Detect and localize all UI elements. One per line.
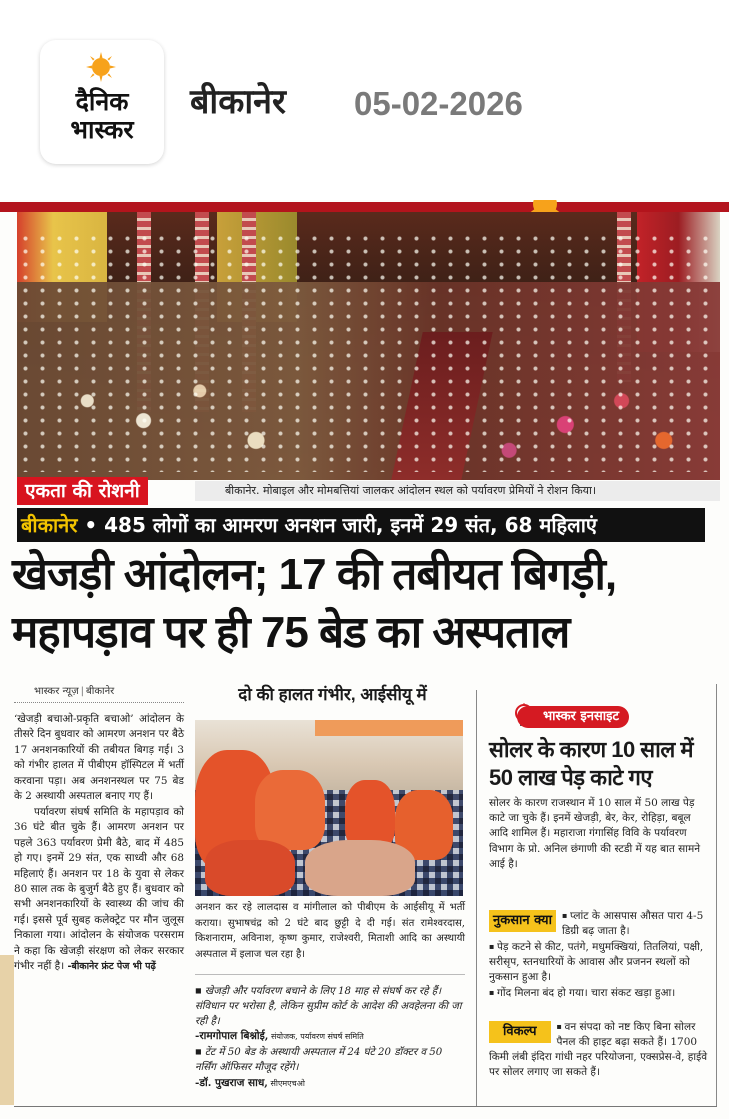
loss-point-text: प्लांट के आसपास औसत पारा 4-5 डिग्री बढ़ जाता है। [561, 910, 704, 937]
right-article-body: सोलर के कारण राजस्थान में 10 साल में 50 लाख पेड़ काटे जा चुके हैं। इनमें खेजड़ी, बेर, केर, रोहिड़ा, बबूल आदि शामिल हैं। महाराजा गंगासिंह विवि के पर्यावरण विभाग के प्रो. अनिल छंगाणी की स्टडी में यह बात सामने आई है। [489, 797, 701, 870]
byline-source: भास्कर न्यूज़ [34, 686, 79, 697]
masthead-rule [0, 202, 729, 212]
column-divider [476, 690, 477, 1106]
app-header [0, 0, 729, 200]
insight-badge: भास्कर इनसाइट [517, 706, 629, 728]
article-paragraph [14, 805, 184, 975]
article-paragraph: ‘खेजड़ी बचाओ-प्रकृति बचाओ’ आंदोलन के तीसरे दिन बुधवार को आमरण अनशन पर बैठे 17 अनशनकारियों की तबीयत बिगड़ गई। 3 को गंभीर हालत में पीबीएम हॉस्पिटल में भर्ती करवाना पड़ा। अब अनशनस्थल पर 75 बेड के 2 अस्थायी अस्पताल बनाए गए हैं। [14, 713, 184, 803]
right-frame-border [716, 684, 717, 1106]
page-edge-strip [0, 955, 14, 1105]
middle-divider [195, 974, 465, 975]
bullet-icon: ◼ [195, 1047, 202, 1057]
loss-point-text: गोंद मिलना बंद हो गया। चारा संकट खड़ा हुआ। [496, 987, 676, 999]
bullet-icon: ▪ [556, 1022, 565, 1031]
quote-text: टेंट में 50 बेड के अस्थायी अस्पताल में 24 घंटे 20 डॉक्टर व 50 नर्सिंग ऑफिसर मौजूद रहेंगे। [195, 1047, 443, 1073]
article-paragraph-text: पर्यावरण संघर्ष समिति के महापड़ाव को 36 घंटे बीत चुके हैं। आमरण अनशन पर पहले 363 पर्यावरण प्रेमी बैठे, बाद में 485 हो गए। इनमें 29 संत, एक साध्वी और 68 महिलाएं हैं। अनशन पर 18 के युवा से लेकर 80 साल तक के बुजुर्ग बैठे हुए हैं। बुधवार को सभी अनशनकारियों के स्वास्थ्य की जांच की गई। इससे पूर्व सुबह कलेक्ट्रेट पर मौन जुलूस निकाला गया। आंदोलन के संयोजक परसराम ने कहा कि खेजड़ी संरक्षण को लेकर सरकार गंभीर नहीं है। [14, 805, 184, 973]
logo-text-line1: दैनिक [75, 87, 129, 116]
edition-date: 05-02-2026 [354, 85, 523, 122]
loss-section [489, 908, 711, 1001]
bullet-icon: ◼ [195, 986, 202, 995]
news-strap [17, 508, 705, 542]
left-column [14, 684, 184, 1106]
byline-divider [14, 702, 184, 703]
photo-figure [305, 840, 415, 896]
icu-photo-caption: अनशन कर रहे लालदास व मांगीलाल को पीबीएम के आईसीयू में भर्ती कराया। सुभाषचंद्र को 2 घंटे बाद छुट्टी दे दी गई। संत रामेश्वरदास, किशनाराम, अविनाश, कृष्ण कुमार, राजेश्वरी, मिताशी आदि का अस्थायी अस्पताल में इलाज चल रहा है। [195, 902, 465, 960]
photo-caption: बीकानेर. मोबाइल और मोमबत्तियां जालकर आंदोलन स्थल को पर्यावरण प्रेमियों ने रोशन किया। [195, 481, 720, 501]
bullet-icon: ▪ [489, 988, 497, 997]
quote-role: संयोजक, पर्यावरण संघर्ष समिति [268, 1032, 364, 1042]
byline-city: बीकानेर [86, 686, 115, 697]
main-headline[interactable] [12, 546, 717, 662]
alternative-text: वन संपदा को नष्ट किए बिना सोलर पैनल की हाइट बढ़ा सकते हैं। 1700 किमी लंबी इंदिरा गांधी नहर परियोजना, एक्सप्रेस-वे, हाईवे पर सोलर लगाए जा सकते हैं। [489, 1021, 708, 1078]
right-headline[interactable]: सोलर के कारण 10 साल में 50 लाख पेड़ काटे गए [489, 737, 694, 790]
sun-icon [86, 52, 116, 82]
continued-reference: -बीकानेर फ्रंट पेज भी पढ़ें [64, 961, 156, 973]
quote-author: -डॉ. पुखराज साध, [195, 1076, 268, 1089]
quote-text: खेजड़ी और पर्यावरण बचाने के लिए 18 माह से संघर्ष कर रहे हैं। संविधान पर भरोसा है, लेकिन सुप्रीम कोर्ट के आदेश की अवहेलना की जा रही है। [195, 986, 462, 1027]
alternative-label: विकल्प [489, 1021, 551, 1043]
epaper-page[interactable] [0, 200, 729, 1119]
middle-column [195, 684, 470, 1106]
logo-text-line2: भास्कर [70, 115, 134, 144]
strap-location: बीकानेर [21, 513, 78, 537]
quote-author: -रामगोपाल बिश्नोई, [195, 1030, 269, 1043]
bottom-rule [14, 1106, 717, 1107]
bullet-icon: ▪ [489, 942, 497, 951]
right-column [487, 684, 712, 1106]
quotes-box [195, 984, 465, 1092]
quote-role: सीएमएचओ [267, 1078, 305, 1088]
left-article-body [14, 712, 184, 975]
icu-photo[interactable] [195, 720, 463, 896]
dainik-bhaskar-logo[interactable] [40, 40, 164, 164]
photo-figure [255, 770, 325, 850]
loss-point [489, 985, 711, 1001]
photo-phone-lights [17, 232, 720, 472]
edition-name: बीकानेर [190, 82, 286, 122]
main-news-photo[interactable] [17, 212, 720, 480]
loss-point-text: पेड़ कटने से कीट, पतंगे, मधुमक्खियां, तितलियां, पक्षी, सरीसृप, स्तनधारियों के आवास और प्रजनन स्थलों को नुकसान हुआ है। [489, 941, 704, 983]
photo-tag: एकता की रोशनी [17, 477, 148, 505]
photo-banner [315, 720, 463, 736]
headline-line-2: महापड़ाव पर ही 75 बेड का अस्पताल [12, 608, 570, 657]
photo-figure [205, 840, 295, 896]
middle-subhead: दो की हालत गंभीर, आईसीयू में [238, 685, 427, 704]
byline: भास्कर न्यूज़ | बीकानेर [34, 686, 115, 697]
loss-point [489, 939, 711, 985]
strap-text: • 485 लोगों का आमरण अनशन जारी, इनमें 29 संत, 68 महिलाएं [77, 513, 597, 537]
quote-item [195, 984, 465, 1045]
headline-line-1: खेजड़ी आंदोलन; 17 की तबीयत बिगड़ी, [12, 550, 617, 599]
alternative-section [489, 1019, 711, 1080]
bullet-icon: ▪ [561, 911, 570, 920]
quote-item [195, 1045, 465, 1091]
loss-label: नुकसान क्या [489, 910, 556, 932]
